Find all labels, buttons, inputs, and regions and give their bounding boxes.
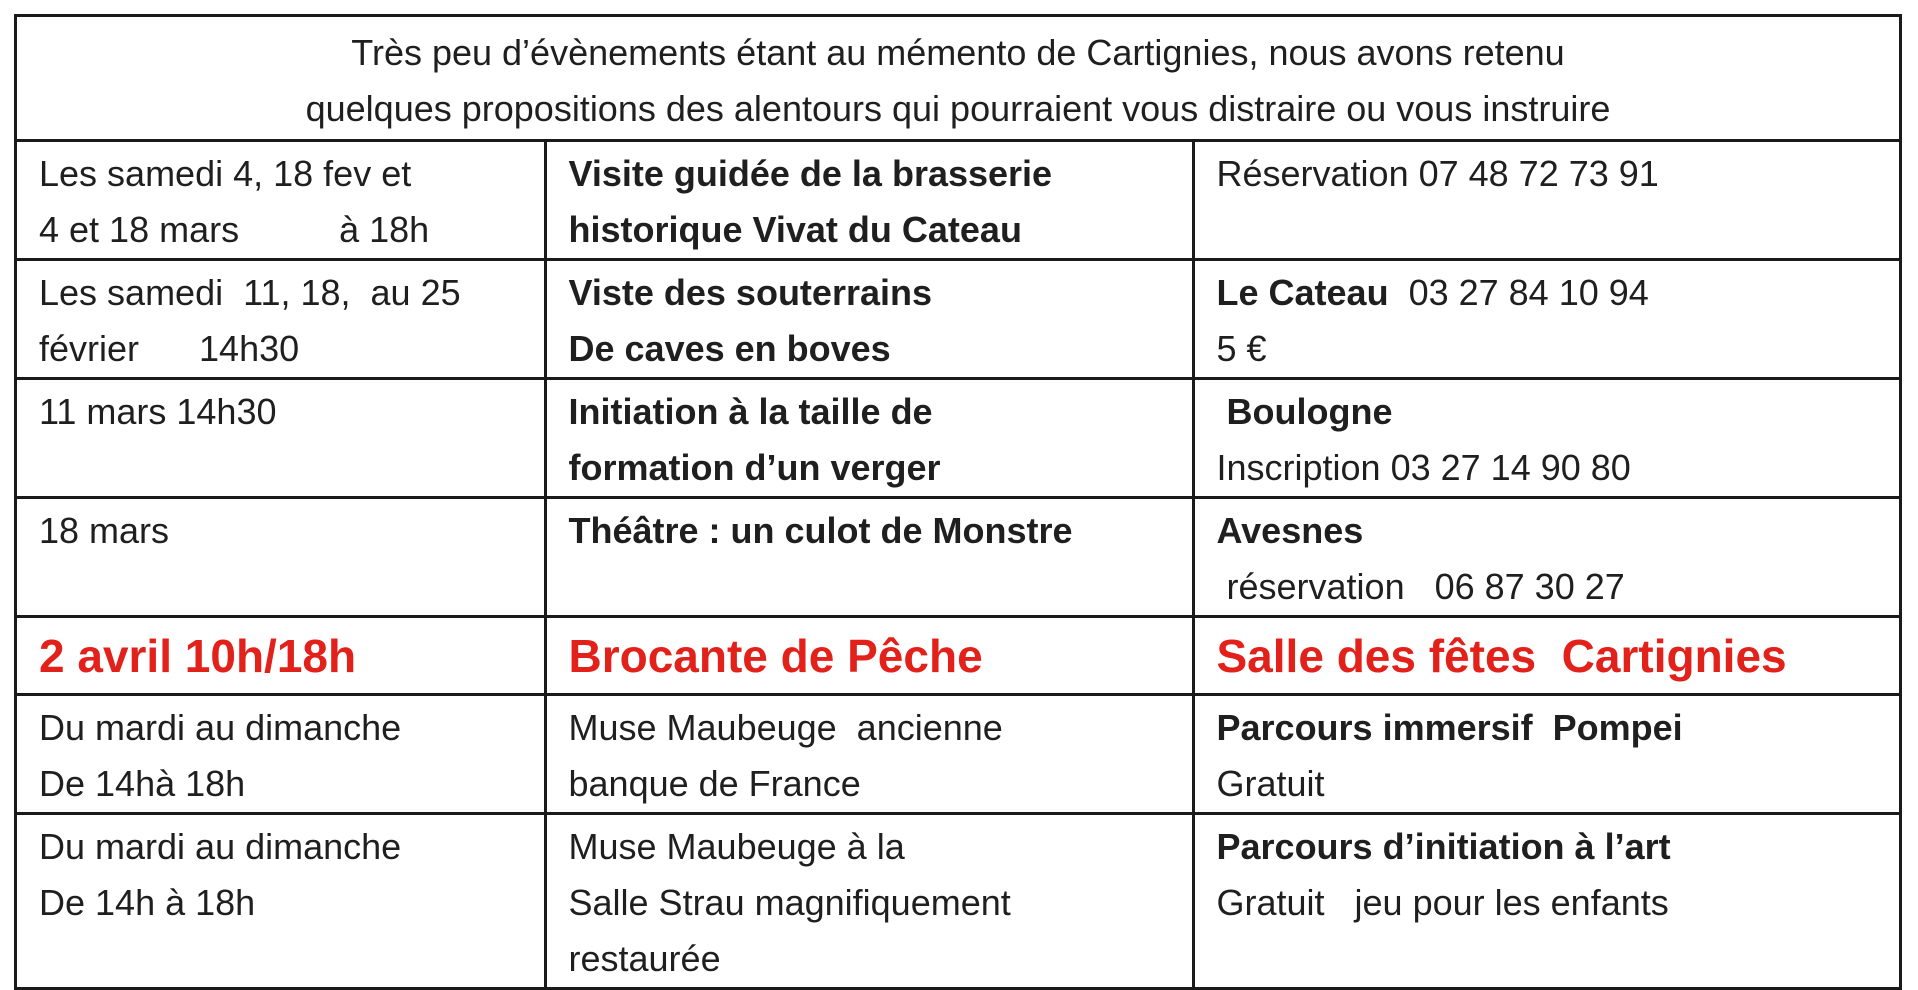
event-title-cell (545, 498, 1193, 617)
event-location: Boulogne (1216, 391, 1393, 432)
event-date-line: Du mardi au dimanche (39, 707, 402, 748)
event-title-line: De caves en boves (568, 328, 891, 369)
event-title-line: Viste des souterrains (568, 272, 932, 313)
event-date-line: Les samedi 4, 18 fev et (39, 153, 412, 194)
table-row (17, 814, 1899, 988)
event-info-cell (1193, 142, 1899, 260)
event-title-line: historique Vivat du Cateau (568, 209, 1022, 250)
table-row (17, 142, 1899, 260)
intro-line-2: quelques propositions des alentours qui pourraient vous distraire ou vous instruire (305, 88, 1611, 129)
event-info-line (1217, 265, 1880, 321)
event-info-cell (1193, 498, 1899, 617)
table-row-highlight (17, 617, 1899, 695)
event-location: Salle des fêtes Cartignies (1216, 630, 1787, 682)
event-date-line: De 14h à 18h (39, 882, 256, 923)
events-table (17, 142, 1899, 987)
event-date-cell (17, 695, 545, 814)
event-date-cell (17, 379, 545, 498)
table-row (17, 260, 1899, 379)
event-title-line: Salle Strau magnifiquement (568, 882, 1011, 923)
event-date-line: Les samedi 11, 18, au 25 (39, 272, 461, 313)
event-title-cell (545, 379, 1193, 498)
event-info-line: Réservation 07 48 72 73 91 (1216, 153, 1659, 194)
intro-line-1: Très peu d’évènements étant au mémento de Cartignies, nous avons retenu (351, 32, 1565, 73)
event-title-cell (545, 617, 1193, 695)
event-date-line: 2 avril 10h/18h (39, 630, 357, 682)
event-title-line: Brocante de Pêche (568, 630, 983, 682)
event-info-cell (1193, 379, 1899, 498)
event-title-line: banque de France (568, 763, 861, 804)
event-program: Parcours d’initiation à l’art (1216, 826, 1671, 867)
table-row (17, 695, 1899, 814)
event-info-cell (1193, 814, 1899, 988)
event-info-line: Inscription 03 27 14 90 80 (1216, 447, 1631, 488)
table-row (17, 498, 1899, 617)
event-title-line: Théâtre : un culot de Monstre (568, 510, 1073, 551)
event-info-cell (1193, 617, 1899, 695)
event-title-cell (545, 142, 1193, 260)
event-location: Avesnes (1216, 510, 1364, 551)
event-info-cell (1193, 695, 1899, 814)
event-info-line: réservation 06 87 30 27 (1216, 566, 1625, 607)
event-date-line: février 14h30 (39, 328, 300, 369)
event-title-cell (545, 695, 1193, 814)
event-program: Parcours immersif Pompei (1216, 707, 1683, 748)
event-date-line: De 14hà 18h (39, 763, 246, 804)
event-title-cell (545, 814, 1193, 988)
intro-text (17, 17, 1899, 142)
event-date-cell (17, 142, 545, 260)
event-date-cell (17, 814, 545, 988)
event-title-line: Muse Maubeuge ancienne (568, 707, 1003, 748)
event-title-line: Initiation à la taille de (568, 391, 933, 432)
event-date-cell (17, 617, 545, 695)
event-date-line: Du mardi au dimanche (39, 826, 402, 867)
event-info-line: Gratuit (1216, 763, 1325, 804)
event-title-line: Visite guidée de la brasserie (568, 153, 1053, 194)
event-date-cell (17, 498, 545, 617)
event-title-line: Muse Maubeuge à la (568, 826, 905, 867)
event-phone: 03 27 84 10 94 (1388, 272, 1649, 313)
event-title-cell (545, 260, 1193, 379)
event-title-line: formation d’un verger (568, 447, 941, 488)
event-price: 5 € (1216, 328, 1267, 369)
event-info-cell (1193, 260, 1899, 379)
events-table-frame (14, 14, 1902, 990)
event-date-line: 18 mars (39, 510, 170, 551)
event-date-line: 4 et 18 mars à 18h (39, 209, 430, 250)
event-info-line: Gratuit jeu pour les enfants (1216, 882, 1669, 923)
table-row (17, 379, 1899, 498)
event-date-cell (17, 260, 545, 379)
event-location: Le Cateau (1216, 272, 1389, 313)
event-title-line: restaurée (568, 938, 721, 979)
event-date-line: 11 mars 14h30 (39, 391, 277, 432)
